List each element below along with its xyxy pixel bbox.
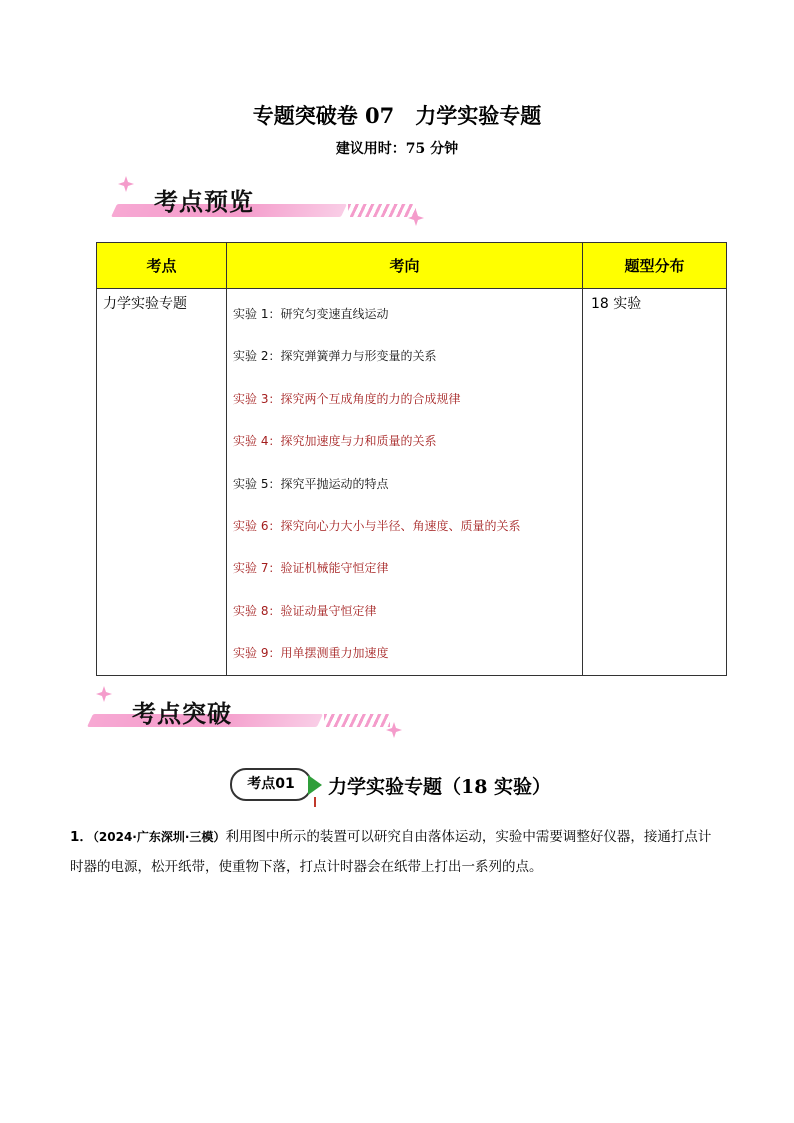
experiment-item: 实验 8：验证动量守恒定律 — [233, 603, 377, 618]
experiment-item: 实验 7：验证机械能守恒定律 — [233, 561, 389, 576]
sparkle-icon — [118, 176, 134, 192]
experiment-item: 实验 2：探究弹簧弹力与形变量的关系 — [233, 349, 437, 364]
kaodian-title: 力学实验专题（18 实验） — [328, 776, 552, 798]
document-title: 专题突破卷 07 力学实验专题 — [252, 103, 542, 128]
experiment-item: 实验 6：探究向心力大小与半径、角速度、质量的关系 — [233, 518, 521, 533]
sparkle-icon — [96, 686, 112, 702]
banner-hatch — [348, 204, 416, 217]
section-label: 考点预览 — [154, 188, 254, 216]
kaodian-badge: 考点01 — [230, 768, 312, 801]
experiment-item: 实验 5：探究平抛运动的特点 — [233, 476, 389, 491]
banner-hatch — [324, 714, 390, 727]
header-point: 考点 — [97, 243, 227, 289]
question-1 — [70, 822, 724, 882]
question-text: 利用图中所示的装置可以研究自由落体运动，实验中需要调整好仪器，接通打点计时器的电源，松开纸带，使重物下落，打点计时器会在纸带上打出一系列的点。 — [70, 829, 712, 875]
experiment-item: 实验 1：研究匀变速直线运动 — [233, 307, 389, 321]
cell-directions — [227, 289, 583, 676]
section-banner-overview — [108, 180, 428, 230]
green-arrow-icon — [306, 773, 324, 813]
cell-distribution: 18 实验 — [583, 289, 727, 676]
experiment-item: 实验 9：用单摆测重力加速度 — [233, 646, 389, 661]
table-header-row — [97, 243, 727, 289]
question-source: （2024·广东深圳·三模） — [92, 830, 226, 844]
question-number: 1． — [70, 829, 93, 845]
experiment-list — [233, 293, 576, 675]
header-distribution: 题型分布 — [583, 243, 727, 289]
sparkle-icon — [408, 210, 424, 226]
suggested-time: 建议用时：75 分钟 — [335, 141, 459, 157]
overview-table — [96, 242, 727, 676]
experiment-item: 实验 4：探究加速度与力和质量的关系 — [233, 434, 437, 449]
cell-point: 力学实验专题 — [97, 289, 227, 676]
table-row — [97, 289, 727, 676]
section-banner-breakthrough — [84, 690, 404, 740]
header-direction: 考向 — [227, 243, 583, 289]
sparkle-icon — [386, 722, 402, 738]
section-label: 考点突破 — [132, 700, 232, 728]
experiment-item: 实验 3：探究两个互成角度的力的合成规律 — [233, 391, 461, 406]
